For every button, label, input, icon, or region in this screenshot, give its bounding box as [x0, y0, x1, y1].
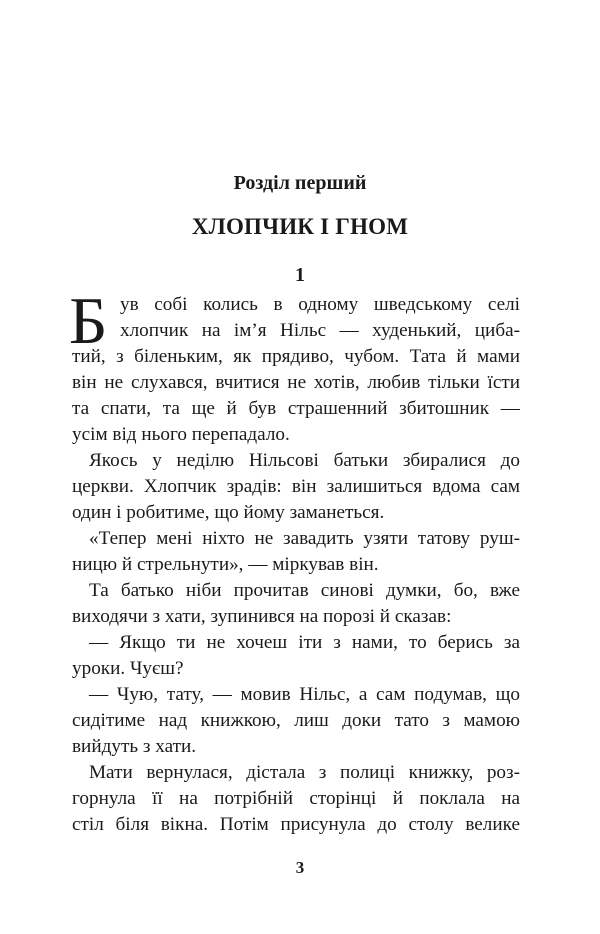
- paragraph: [72, 760, 520, 838]
- paragraph: [72, 630, 520, 682]
- text-line: Та батько ніби прочитав синові думки, бо, вже: [89, 580, 520, 601]
- page-number: 3: [295, 858, 305, 877]
- text-line: він не слухався, вчитися не хотів, любив тільки їсти: [72, 372, 520, 393]
- text-line: стіл біля вікна. Потім присунула до столу велике: [72, 814, 520, 835]
- text-line: один і робитиме, що йому заманеться.: [72, 502, 385, 523]
- chapter-label: Розділ перший: [233, 172, 367, 194]
- section-number: 1: [295, 264, 305, 286]
- text-line: ув собі колись в одному шведському селі: [120, 294, 520, 315]
- text-line: Якось у неділю Нільсові батьки збиралися до: [89, 450, 520, 471]
- text-line: церкви. Хлопчик зрадів: він залишиться вдома сам: [72, 476, 520, 497]
- paragraph: [72, 448, 520, 526]
- text-line: уроки. Чуєш?: [72, 658, 184, 679]
- text-line: та спати, та ще й був страшенний збитошник —: [72, 398, 520, 419]
- text-line: тий, з біленьким, як прядиво, чубом. Тата й мами: [72, 346, 520, 367]
- paragraph: [72, 682, 520, 760]
- text-line: ницю й стрельнути», — міркував він.: [72, 554, 379, 575]
- text-line: «Тепер мені ніхто не завадить узяти татову руш-: [89, 528, 520, 549]
- paragraph: [69, 284, 520, 448]
- text-line: виходячи з хати, зупинився на порозі й сказав:: [72, 606, 452, 627]
- paragraph: [72, 578, 520, 630]
- paragraph: [72, 526, 520, 578]
- chapter-title: ХЛОПЧИК І ГНОМ: [191, 214, 409, 239]
- text-line: Мати вернулася, дістала з полиці книжку, роз-: [89, 762, 520, 783]
- text-line: хлопчик на ім’я Нільс — худенький, циба-: [120, 320, 520, 341]
- text-line: — Якщо ти не хочеш іти з нами, то берись за: [89, 632, 520, 653]
- text-line: вийдуть з хати.: [72, 736, 197, 757]
- drop-cap: Б: [69, 284, 108, 358]
- text-line: сидітиме над книжкою, лиш доки тато з мамою: [72, 710, 520, 731]
- text-line: — Чую, тату, — мовив Нільс, а сам подумав, що: [89, 684, 520, 705]
- text-body: [69, 284, 520, 838]
- text-line: горнула її на потрібній сторінці й поклала на: [72, 788, 520, 809]
- text-line: усім від нього перепадало.: [72, 424, 290, 445]
